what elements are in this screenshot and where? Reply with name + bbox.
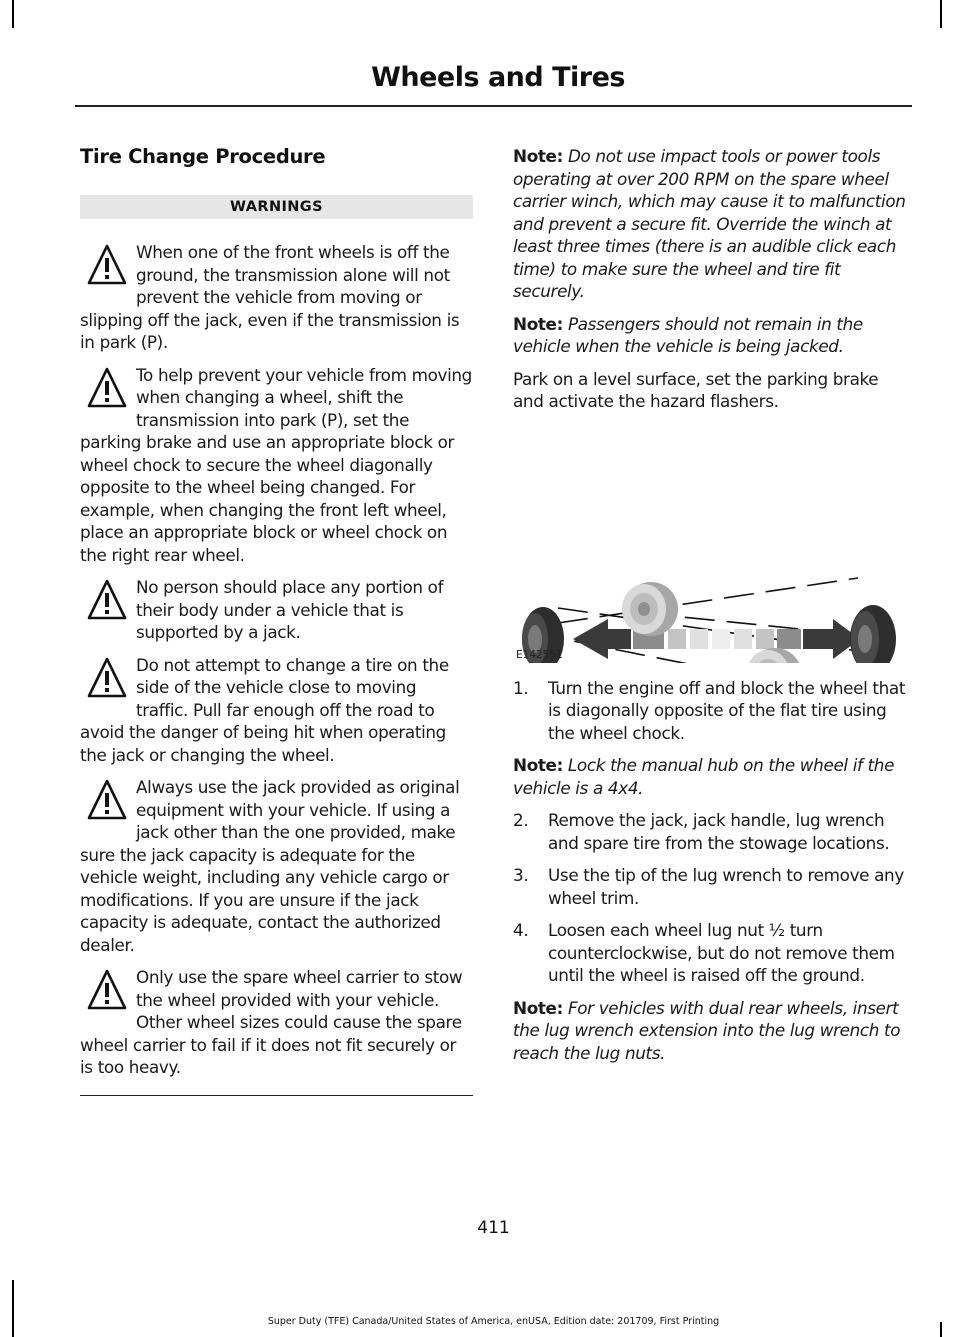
warning-item <box>80 241 473 354</box>
warning-text: No person should place any portion of their body under a vehicle that is supported by a jack. <box>136 577 444 642</box>
step-text: Turn the engine off and block the wheel that is diagonally opposite of the flat tire using the wheel chock. <box>548 677 906 743</box>
warning-text: Always use the jack provided as original equipment with your vehicle. If using a jack other than the one provided, make sure the jack capacity is adequate for the vehicle weight, including any vehicle cargo or modifications. If you are unsure if the jack capacity is adequate, contact the authorized dealer. <box>80 777 460 955</box>
figure-id: E142551 <box>516 648 563 661</box>
note-hub <box>513 754 908 799</box>
step-number: 2. <box>513 810 529 830</box>
bar-segment <box>668 629 686 649</box>
warning-item <box>80 966 473 1079</box>
step-item <box>513 919 908 987</box>
note-text: Lock the manual hub on the wheel if the vehicle is a 4x4. <box>513 755 895 798</box>
bar-segment <box>777 629 801 649</box>
step-item <box>513 864 908 909</box>
crop-mark <box>12 1280 14 1337</box>
step-number: 4. <box>513 920 529 940</box>
left-arrow-icon <box>573 619 631 659</box>
right-column <box>513 145 908 1074</box>
step-number: 1. <box>513 677 529 698</box>
tire-icon <box>850 605 896 663</box>
warning-item <box>80 576 473 644</box>
step-item <box>513 809 908 854</box>
step-text: Loosen each wheel lug nut ½ turn counterclockwise, but do not remove them until the wheel is raised off the ground. <box>548 920 895 985</box>
note-label: Note: <box>513 755 563 775</box>
warnings-heading: WARNINGS <box>80 195 473 219</box>
warning-triangle-icon <box>86 578 128 622</box>
warning-text: Only use the spare wheel carrier to stow the wheel provided with your vehicle. Other wheel sizes could cause the spare wheel carrier to fail if it does not fit securely or is too heavy. <box>80 967 463 1077</box>
warning-triangle-icon <box>86 243 128 287</box>
note-impact-tools <box>513 145 908 303</box>
dashed-line <box>558 578 858 623</box>
note-label: Note: <box>513 313 563 334</box>
park-instruction: Park on a level surface, set the parking brake and activate the hazard flashers. <box>513 368 879 411</box>
warning-item <box>80 654 473 767</box>
page-footer: Super Duty (TFE) Canada/United States of America, enUSA, Edition date: 201709, First Printing <box>267 1316 720 1327</box>
wheel-chock-figure <box>513 433 908 663</box>
crop-mark <box>12 0 14 28</box>
step-text: Use the tip of the lug wrench to remove any wheel trim. <box>548 865 904 908</box>
warning-triangle-icon <box>86 968 128 1012</box>
note-label: Note: <box>513 146 563 166</box>
warning-triangle-icon <box>86 366 128 410</box>
warning-triangle-icon <box>86 656 128 700</box>
warning-text: To help prevent your vehicle from moving when changing a wheel, shift the transmission into park (P), set the parking brake and use an appropriate block or wheel chock to secure the wheel diagonally opposite to the wheel being changed. For example, when changing the front left wheel, place an appropriate block or wheel chock on the right rear wheel. <box>80 364 472 565</box>
note-text: Do not use impact tools or power tools operating at over 200 RPM on the spare wheel carrier winch, which may cause it to malfunction and prevent a secure fit. Override the winch at least three times (there is an audible click each time) to make sure the wheel and tire fit securely. <box>513 146 906 301</box>
warning-item <box>80 776 473 956</box>
note-label: Note: <box>513 997 563 1018</box>
step-item <box>513 677 908 745</box>
bar-segment <box>756 629 774 649</box>
step-number: 3. <box>513 865 529 885</box>
warnings-end-rule <box>80 1095 473 1097</box>
warning-text: Do not attempt to change a tire on the side of the vehicle close to moving traffic. Pull far enough off the road to avoid the danger of being hit when operating the jack or changing the wheel. <box>80 654 449 765</box>
page-header-title: Wheels and Tires <box>371 62 625 93</box>
diagonal-wheels-illustration <box>513 433 908 663</box>
bar-segment <box>712 629 730 649</box>
note-text: Passengers should not remain in the vehicle when the vehicle is being jacked. <box>513 313 863 356</box>
bar-segment <box>690 629 708 649</box>
bar-segment <box>734 629 752 649</box>
tire-icon <box>622 582 678 636</box>
tire-icon <box>746 648 802 663</box>
crop-mark <box>940 0 942 28</box>
left-column <box>80 145 473 1096</box>
page-number: 411 <box>477 1218 510 1238</box>
warning-text: When one of the front wheels is off the ground, the transmission alone will not prevent the vehicle from moving or slipping off the jack, even if the transmission is in park (P). <box>80 242 460 352</box>
note-dual-rear <box>513 997 908 1065</box>
note-text: For vehicles with dual rear wheels, insert the lug wrench extension into the lug wrench to reach the lug nuts. <box>513 997 901 1063</box>
warning-triangle-icon <box>86 778 128 822</box>
note-passengers <box>513 313 908 358</box>
step-text: Remove the jack, jack handle, lug wrench and spare tire from the stowage locations. <box>548 810 890 853</box>
section-title: Tire Change Procedure <box>80 145 326 168</box>
header-rule <box>75 105 912 107</box>
warning-item <box>80 364 473 567</box>
